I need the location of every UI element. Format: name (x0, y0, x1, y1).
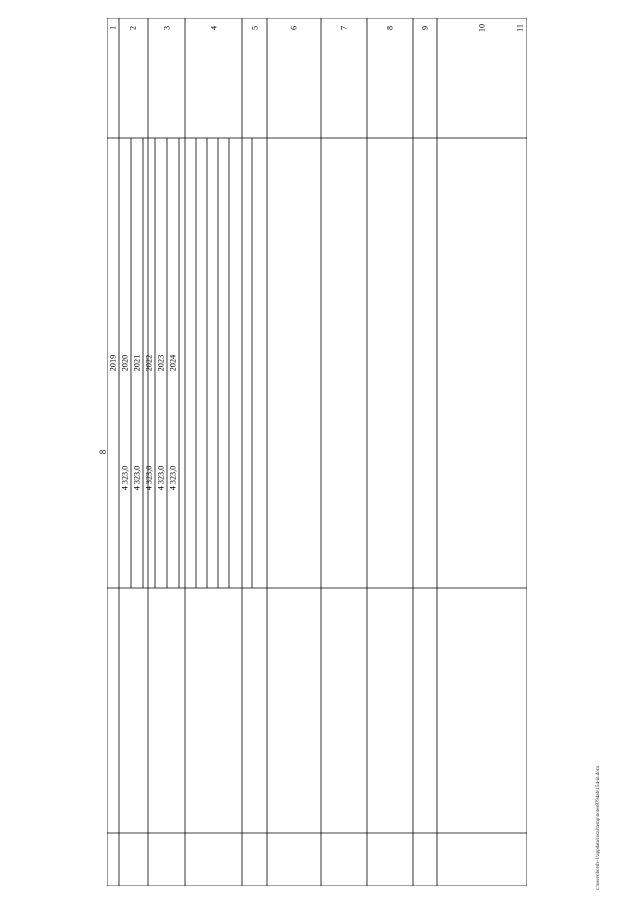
top-year-2021: 2021 (132, 354, 142, 372)
top-col5-2024: 4 323,0 (168, 465, 178, 491)
header-col-11: 11 (515, 24, 525, 32)
header-col-3: 3 (162, 25, 172, 31)
top-col5-2020: 4 323,0 (120, 465, 130, 491)
top-year-2019: 2019 (108, 354, 118, 372)
top-year-2024: 2024 (168, 354, 178, 372)
header-col-4: 4 (209, 25, 219, 31)
top-year-2020: 2020 (120, 354, 130, 372)
footer-file-path: c:\users\borsh~1\appdata\local\temp\notes8794ab\154-in.docx (596, 765, 601, 890)
header-col-10: 10 (477, 23, 487, 33)
page-number-text: 8 (98, 449, 108, 455)
top-col5-2023: 4 323,0 (156, 465, 166, 491)
header-col-7: 7 (339, 25, 349, 31)
header-col-5: 5 (250, 25, 260, 31)
header-col-2: 2 (128, 25, 138, 31)
header-col-1: 1 (108, 25, 118, 31)
top-col5-2022: 4 323,0 (144, 465, 154, 491)
table-grid (107, 18, 527, 886)
header-col-6: 6 (289, 25, 299, 31)
header-col-8: 8 (385, 25, 395, 31)
top-year-2023: 2023 (156, 354, 166, 372)
top-year-2022: 2022 (144, 354, 154, 372)
program-activities-table (107, 18, 527, 886)
header-col-9: 9 (420, 25, 430, 31)
top-col5-2021: 4 323,0 (132, 465, 142, 491)
